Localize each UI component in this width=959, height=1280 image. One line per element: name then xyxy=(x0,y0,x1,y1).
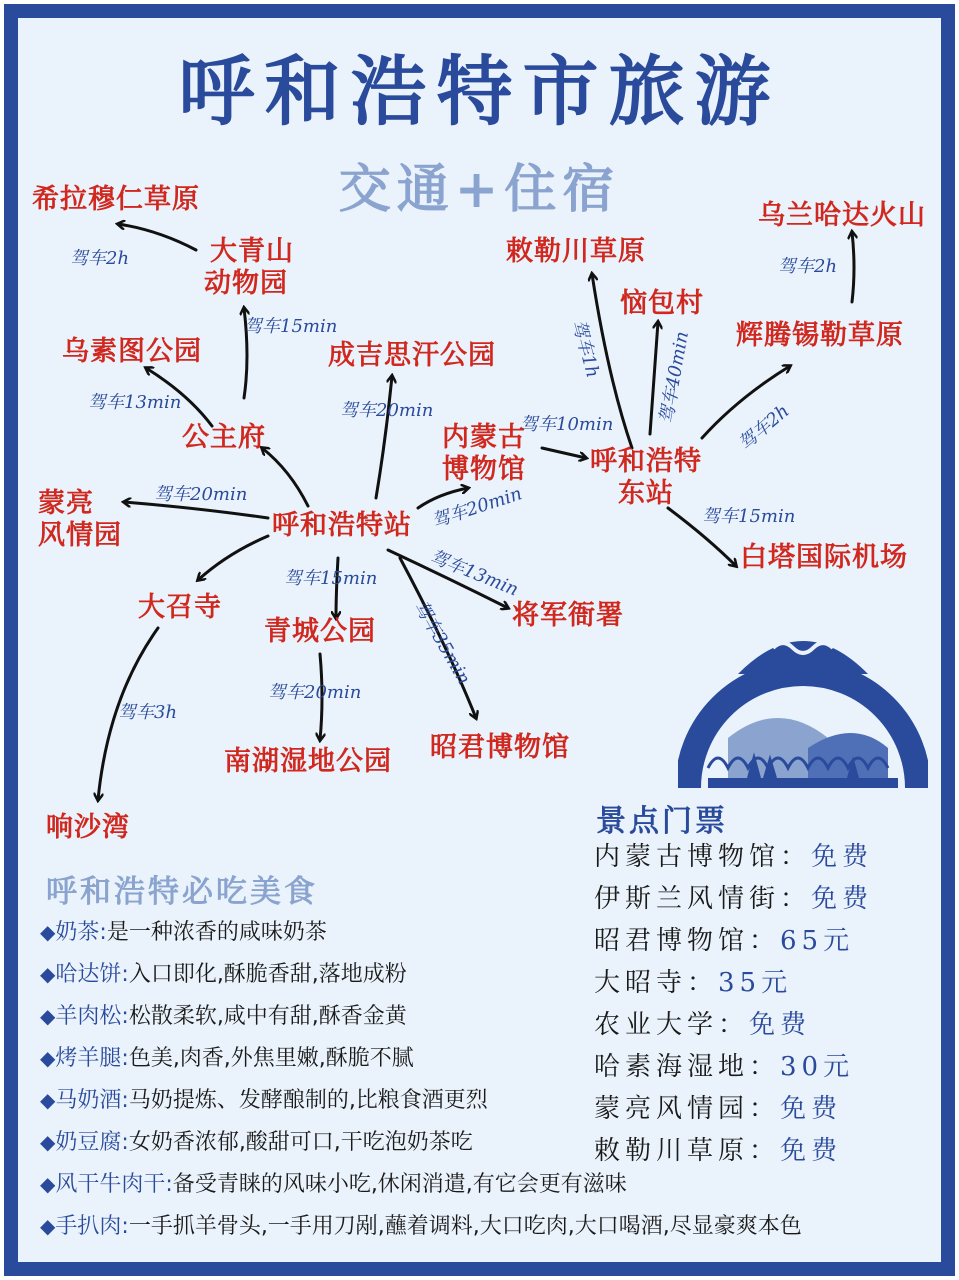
place-daqingshan-line1: 大青山 xyxy=(210,236,294,267)
route-to-nanhu: 驾车20min xyxy=(268,682,362,703)
ticket-name: 哈素海湿地： xyxy=(594,1052,781,1082)
arrow-to-gongzhufu xyxy=(262,448,308,506)
place-jiangjun: 将军衙署 xyxy=(512,600,624,631)
ticket-name: 农业大学： xyxy=(594,1010,750,1040)
food-item xyxy=(40,964,407,986)
food-desc: 马奶提炼、发酵酿制的,比粮食酒更烈 xyxy=(128,1088,488,1113)
place-daqingshan-line2: 动物园 xyxy=(204,268,288,299)
diamond-bullet-icon: ◆ xyxy=(40,1214,56,1238)
food-item xyxy=(40,1132,473,1154)
yurt-emblem xyxy=(678,588,928,798)
diamond-bullet-icon: ◆ xyxy=(40,1004,56,1028)
food-item xyxy=(40,1090,488,1112)
food-desc: 一手抓羊骨头,一手用刀剐,蘸着调料,大口吃肉,大口喝酒,尽显豪爽本色 xyxy=(128,1214,802,1239)
route-to-zhaojun: 驾车35min xyxy=(409,597,475,689)
page-subtitle: 交通+住宿 xyxy=(338,159,621,220)
place-east-station-line2: 东站 xyxy=(618,478,674,509)
ticket-row xyxy=(594,886,873,912)
place-hohhot-station: 呼和浩特站 xyxy=(272,510,412,541)
ticket-name: 敕勒川草原： xyxy=(594,1136,781,1166)
ticket-price: 免费 xyxy=(811,842,874,872)
food-desc: 是一种浓香的咸味奶茶 xyxy=(106,920,327,945)
route-to-wulanhada: 驾车2h xyxy=(778,256,838,277)
food-desc: 色美,肉香,外焦里嫩,酥脆不腻 xyxy=(128,1046,414,1071)
food-desc: 备受青睐的风味小吃,休闲消遣,有它会更有滋味 xyxy=(172,1172,627,1197)
place-mengliang-line2: 风情园 xyxy=(38,520,122,551)
ticket-price: 35元 xyxy=(718,968,793,998)
ticket-price: 免费 xyxy=(780,1136,843,1166)
arrow-to-wulanhada xyxy=(852,232,854,302)
food-item xyxy=(40,1048,414,1070)
place-mengliang-line1: 蒙亮 xyxy=(38,488,94,519)
place-zhaojun: 昭君博物馆 xyxy=(430,732,570,763)
place-nanhu: 南湖湿地公园 xyxy=(224,746,392,777)
food-desc: 入口即化,酥脆香甜,落地成粉 xyxy=(128,962,407,987)
place-gongzhufu: 公主府 xyxy=(182,422,266,453)
ticket-price: 免费 xyxy=(780,1094,843,1124)
food-name: 手扒肉: xyxy=(55,1214,129,1239)
food-name: 奶豆腐: xyxy=(55,1130,129,1155)
diamond-bullet-icon: ◆ xyxy=(40,962,56,986)
ticket-row xyxy=(594,1138,842,1164)
route-to-airport: 驾车15min xyxy=(702,506,796,527)
ticket-price: 30元 xyxy=(780,1052,855,1082)
food-name: 羊肉松: xyxy=(55,1004,129,1029)
arrow-to-dazhao xyxy=(198,536,268,580)
place-baita-airport: 白塔国际机场 xyxy=(740,542,908,573)
place-chengjisihan: 成吉思汗公园 xyxy=(328,340,496,371)
diamond-bullet-icon: ◆ xyxy=(40,1130,56,1154)
page-title: 呼和浩特市旅游 xyxy=(178,47,781,136)
arrow-to-xilamuren xyxy=(118,224,196,250)
ticket-row xyxy=(594,1012,811,1038)
route-to-wusutu: 驾车13min xyxy=(88,392,182,413)
route-to-xiangshawan: 驾车3h xyxy=(118,702,178,723)
diamond-bullet-icon: ◆ xyxy=(40,1046,56,1070)
ticket-row xyxy=(594,970,792,996)
place-chilechuan: 敕勒川草原 xyxy=(506,236,646,267)
ticket-price: 免费 xyxy=(749,1010,812,1040)
route-to-jiangjun: 驾车13min xyxy=(426,546,522,601)
diamond-bullet-icon: ◆ xyxy=(40,1172,56,1196)
diamond-bullet-icon: ◆ xyxy=(40,1088,56,1112)
route-to-chilechuan: 驾车1h xyxy=(567,317,604,380)
route-to-naobao: 驾车40min xyxy=(656,329,693,426)
ticket-name: 昭君博物馆： xyxy=(594,926,781,956)
ticket-name: 蒙亮风情园： xyxy=(594,1094,781,1124)
place-east-station-line1: 呼和浩特 xyxy=(590,446,702,477)
food-name: 马奶酒: xyxy=(55,1088,129,1113)
route-to-daqingshan: 驾车15min xyxy=(244,316,338,337)
tickets-heading: 景点门票 xyxy=(596,804,728,839)
place-wulanhada: 乌兰哈达火山 xyxy=(758,200,926,231)
food-name: 风干牛肉干: xyxy=(55,1172,173,1197)
route-to-xilamuren: 驾车2h xyxy=(70,248,130,269)
food-item xyxy=(40,922,327,944)
ticket-name: 伊斯兰风情街： xyxy=(594,884,812,914)
route-to-huiteng: 驾车2h xyxy=(734,400,794,455)
ticket-price: 65元 xyxy=(780,926,855,956)
place-museum-line1: 内蒙古 xyxy=(442,422,526,453)
food-item xyxy=(40,1174,627,1196)
place-xilamuren: 希拉穆仁草原 xyxy=(32,184,200,215)
poster xyxy=(4,4,955,1276)
route-to-mengliang: 驾车20min xyxy=(154,484,248,505)
route-museum-to-east: 驾车10min xyxy=(520,414,614,435)
place-dazhao: 大召寺 xyxy=(138,592,222,623)
food-heading: 呼和浩特必吃美食 xyxy=(46,874,318,910)
ticket-row xyxy=(594,844,873,870)
place-qingcheng: 青城公园 xyxy=(264,616,376,647)
ticket-row xyxy=(594,1096,842,1122)
food-name: 烤羊腿: xyxy=(55,1046,129,1071)
place-naobao: 恼包村 xyxy=(620,288,704,319)
food-name: 奶茶: xyxy=(55,920,107,945)
place-huiteng: 辉腾锡勒草原 xyxy=(736,320,904,351)
food-name: 哈达饼: xyxy=(55,962,129,987)
place-wusutu: 乌素图公园 xyxy=(62,336,202,367)
arrow-to-chengjisihan xyxy=(376,376,392,498)
route-to-qingcheng: 驾车15min xyxy=(284,568,378,589)
food-item xyxy=(40,1006,407,1028)
food-item xyxy=(40,1216,802,1238)
food-desc: 松散柔软,咸中有甜,酥香金黄 xyxy=(128,1004,407,1029)
ticket-row xyxy=(594,1054,854,1080)
place-museum-line2: 博物馆 xyxy=(442,454,526,485)
diamond-bullet-icon: ◆ xyxy=(40,920,56,944)
arrow-museum-to-east xyxy=(542,448,586,458)
route-to-museum: 驾车20min xyxy=(429,483,525,533)
ticket-name: 内蒙古博物馆： xyxy=(594,842,812,872)
ticket-price: 免费 xyxy=(811,884,874,914)
food-desc: 女奶香浓郁,酸甜可口,干吃泡奶茶吃 xyxy=(128,1130,473,1155)
ticket-row xyxy=(594,928,854,954)
route-to-chengjisihan: 驾车20min xyxy=(340,400,434,421)
place-xiangshawan: 响沙湾 xyxy=(46,812,130,843)
ticket-name: 大昭寺： xyxy=(594,968,719,998)
